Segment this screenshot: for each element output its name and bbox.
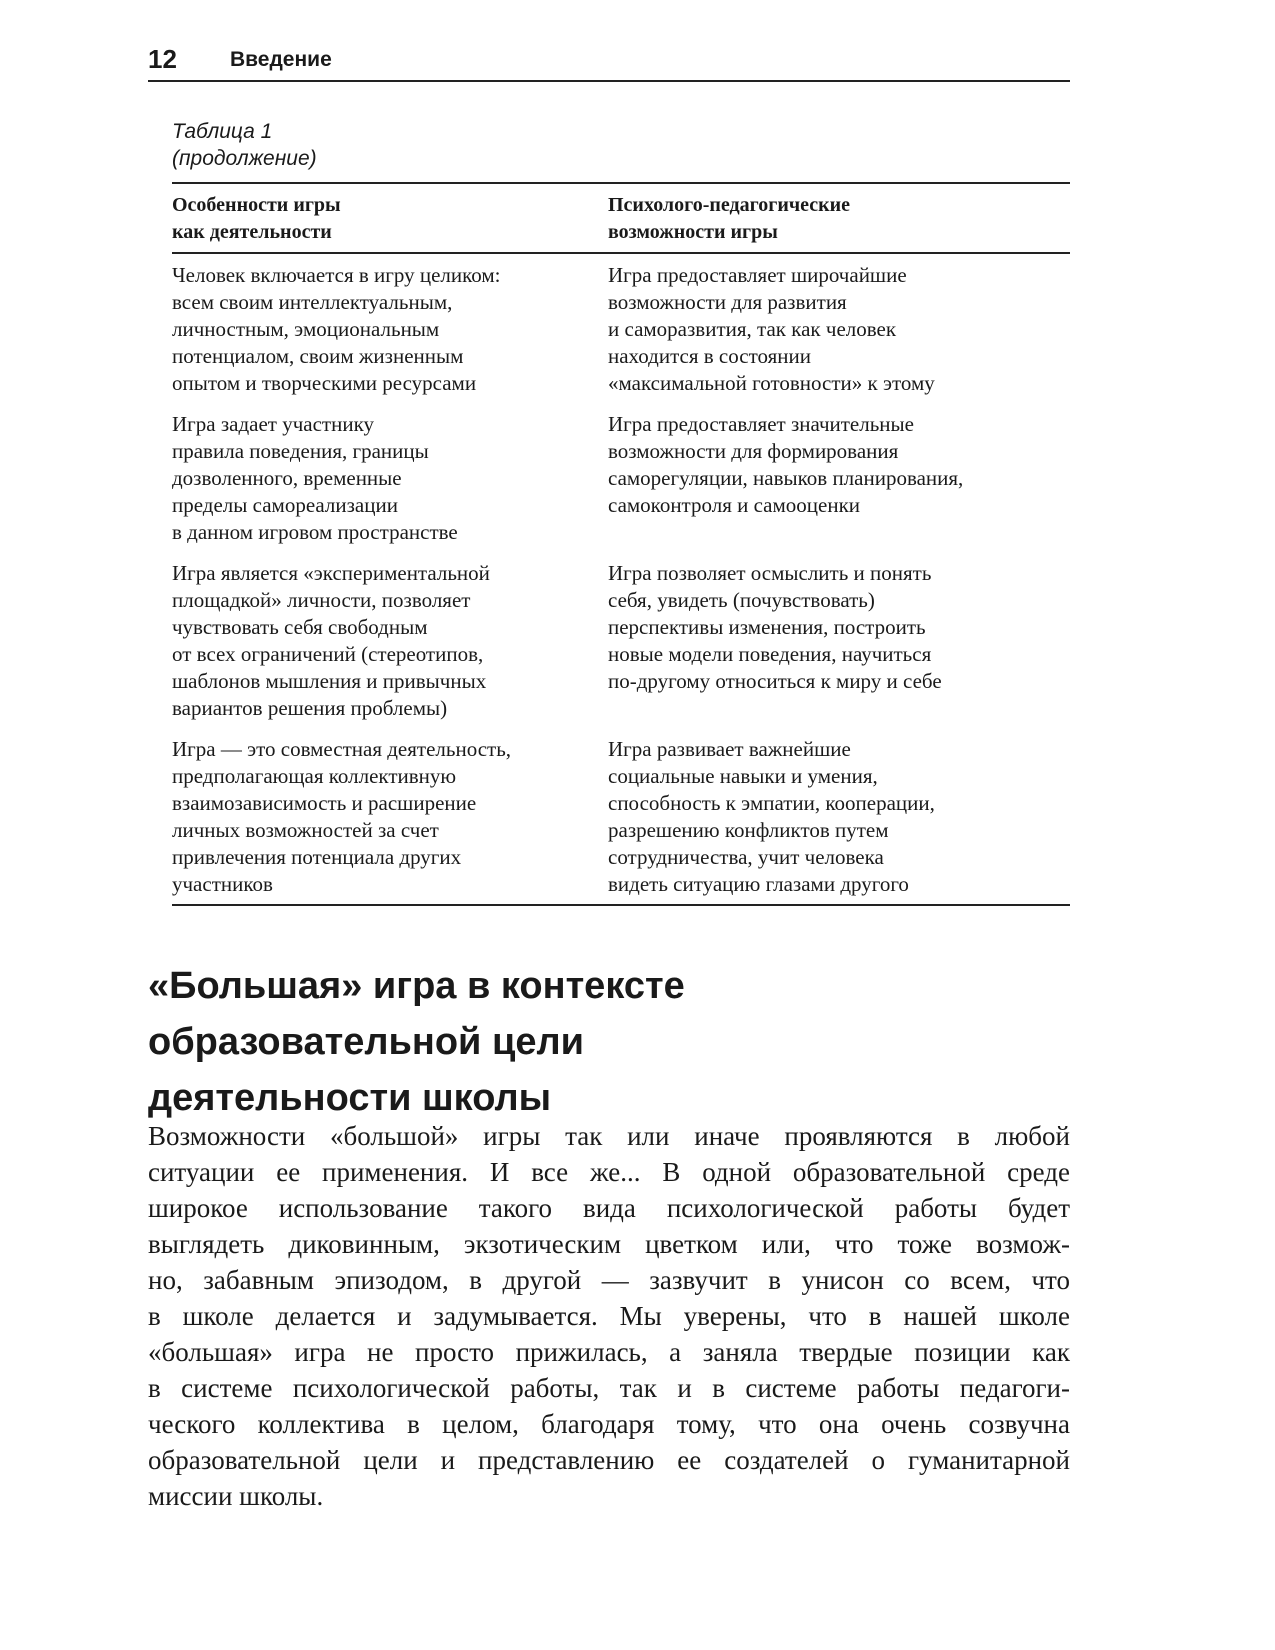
- text-line: вариантов решения проблемы): [172, 696, 448, 720]
- text-line: привлечения потенциала других: [172, 845, 462, 869]
- features-table: [172, 182, 1070, 906]
- text-line: опытом и творческими ресурсами: [172, 371, 477, 395]
- cell-possibility: [608, 560, 1070, 722]
- text-line: себя, увидеть (почувствовать): [608, 588, 875, 612]
- table-row: [172, 254, 1070, 403]
- text-line: потенциалом, своим жизненным: [172, 344, 464, 368]
- cell-feature: [172, 262, 608, 397]
- section-body: [148, 1118, 1070, 1514]
- text-line: предполагающая коллективную: [172, 764, 457, 788]
- table-header: [172, 184, 1070, 254]
- text-line: выглядеть диковинным, экзотическим цветком или, что тоже возмож-: [148, 1229, 1070, 1259]
- text-line: в школе делается и задумывается. Мы уверены, что в нашей школе: [148, 1301, 1070, 1331]
- text-line: Психолого-педагогические: [608, 194, 851, 216]
- text-line: Игра является «экспериментальной: [172, 561, 490, 585]
- text-line: Человек включается в игру целиком:: [172, 263, 501, 287]
- text-line: сотрудничества, учит человека: [608, 845, 884, 869]
- text-line: чувствовать себя свободным: [172, 615, 428, 639]
- table-caption: [172, 118, 317, 172]
- text-line: саморегуляции, навыков планирования,: [608, 466, 964, 490]
- text-line: образовательной цели: [148, 1021, 584, 1063]
- text-line: и саморазвития, так как человек: [608, 317, 897, 341]
- text-line: способность к эмпатии, кооперации,: [608, 791, 935, 815]
- text-line: социальные навыки и умения,: [608, 764, 878, 788]
- header-col-features: [172, 192, 608, 246]
- text-line: находится в состоянии: [608, 344, 811, 368]
- text-line: миссии школы.: [148, 1481, 324, 1511]
- text-line: Игра развивает важнейшие: [608, 737, 851, 761]
- text-line: деятельности школы: [148, 1077, 552, 1119]
- table-row: [172, 552, 1070, 728]
- text-line: Игра позволяет осмыслить и понять: [608, 561, 932, 585]
- header-col-possibilities: [608, 192, 1070, 246]
- text-line: разрешению конфликтов путем: [608, 818, 889, 842]
- text-line: перспективы изменения, построить: [608, 615, 926, 639]
- text-line: пределы самореализации: [172, 493, 398, 517]
- cell-feature: [172, 560, 608, 722]
- text-line: участников: [172, 872, 273, 896]
- text-line: образовательной цели и представлению ее создателей о гуманитарной: [148, 1445, 1070, 1475]
- text-line: ческого коллектива в целом, благодаря тому, что она очень созвучна: [148, 1409, 1070, 1439]
- text-line: от всех ограничений (стереотипов,: [172, 642, 484, 666]
- text-line: дозволенного, временные: [172, 466, 402, 490]
- text-line: широкое использование такого вида психологической работы будет: [148, 1193, 1070, 1223]
- caption-continued: (продолжение): [172, 147, 317, 170]
- text-line: «Большая» игра в контексте: [148, 965, 685, 1007]
- text-line: Игра — это совместная деятельность,: [172, 737, 512, 761]
- section-heading: [148, 958, 685, 1126]
- text-line: как деятельности: [172, 221, 332, 243]
- text-line: новые модели поведения, научиться: [608, 642, 932, 666]
- text-line: возможности игры: [608, 221, 778, 243]
- text-line: личностным, эмоциональным: [172, 317, 440, 341]
- text-line: «большая» игра не просто прижилась, а заняла твердые позиции как: [148, 1337, 1070, 1367]
- caption-title: Таблица 1: [172, 120, 273, 143]
- text-line: Особенности игры: [172, 194, 341, 216]
- running-title: Введение: [230, 48, 332, 71]
- text-line: всем своим интеллектуальным,: [172, 290, 453, 314]
- text-line: но, забавным эпизодом, в другой — зазвучит в унисон со всем, что: [148, 1265, 1070, 1295]
- text-line: правила поведения, границы: [172, 439, 429, 463]
- cell-feature: [172, 736, 608, 898]
- text-line: видеть ситуацию глазами другого: [608, 872, 909, 896]
- table-row: [172, 403, 1070, 552]
- text-line: возможности для формирования: [608, 439, 899, 463]
- text-line: шаблонов мышления и привычных: [172, 669, 487, 693]
- text-line: ситуации ее применения. И все же... В одной образовательной среде: [148, 1157, 1070, 1187]
- text-line: в данном игровом пространстве: [172, 520, 458, 544]
- text-line: Игра предоставляет значительные: [608, 412, 914, 436]
- page-number: 12: [148, 44, 177, 74]
- text-line: в системе психологической работы, так и в системе работы педагоги-: [148, 1373, 1070, 1403]
- text-line: «максимальной готовности» к этому: [608, 371, 935, 395]
- cell-possibility: [608, 411, 1070, 546]
- text-line: самоконтроля и самооценки: [608, 493, 861, 517]
- cell-possibility: [608, 262, 1070, 397]
- running-header: [148, 40, 1070, 82]
- cell-possibility: [608, 736, 1070, 898]
- text-line: площадкой» личности, позволяет: [172, 588, 471, 612]
- text-line: Игра предоставляет широчайшие: [608, 263, 907, 287]
- text-line: по-другому относиться к миру и себе: [608, 669, 942, 693]
- table-row: [172, 728, 1070, 904]
- text-line: взаимозависимость и расширение: [172, 791, 477, 815]
- text-line: Возможности «большой» игры так или иначе проявляются в любой: [148, 1121, 1070, 1151]
- text-line: личных возможностей за счет: [172, 818, 439, 842]
- text-line: Игра задает участнику: [172, 412, 374, 436]
- cell-feature: [172, 411, 608, 546]
- text-line: возможности для развития: [608, 290, 847, 314]
